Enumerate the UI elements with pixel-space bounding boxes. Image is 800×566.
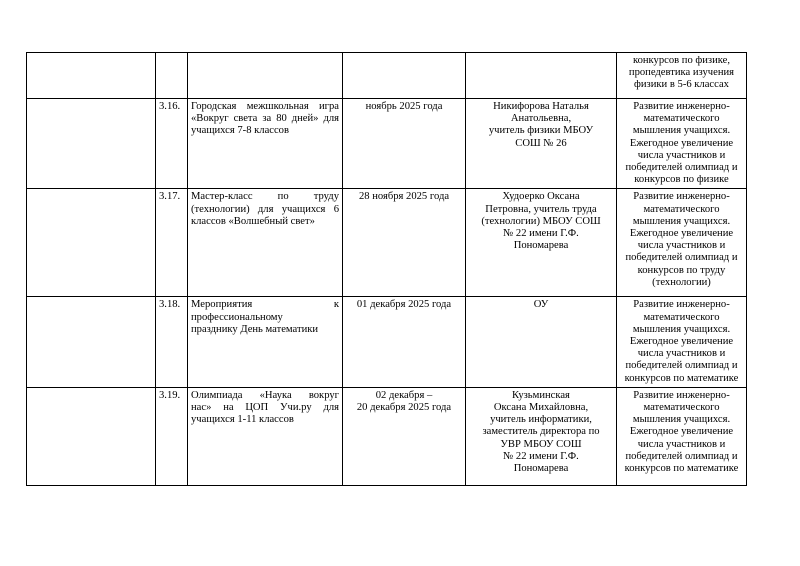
section-cell	[27, 297, 156, 387]
responsible-line: учитель физики МБОУ	[488, 125, 594, 137]
item-number: 3.19.	[156, 387, 188, 485]
event-line: празднику День математики	[191, 323, 319, 335]
responsible-line: № 22 имени Г.Ф.	[503, 450, 579, 462]
responsible-line: Пономарева	[513, 240, 569, 252]
date-line: 01 декабря 2025 года	[356, 299, 452, 311]
item-number: 3.17.	[156, 189, 188, 297]
responsible-line: Никифорова Наталья	[493, 101, 589, 112]
result-line: конкурсов по физике	[634, 174, 729, 186]
expected-result	[617, 189, 747, 297]
responsible-line: учитель информатики,	[490, 414, 592, 426]
result-line: Развитие инженерно-	[633, 389, 730, 401]
result-line: Развитие инженерно-	[633, 299, 730, 311]
result-line: Ежегодное увеличение	[629, 426, 734, 438]
event-line: Мероприятия к	[191, 299, 339, 311]
result-line: победителей олимпиад и	[625, 450, 738, 462]
result-line: мышления учащихся.	[632, 323, 731, 335]
result-line: математического	[643, 402, 720, 414]
responsible-line: (технологии) МБОУ СОШ	[481, 215, 601, 227]
item-number: 3.16.	[156, 99, 188, 189]
item-number	[156, 53, 188, 99]
table-row	[27, 99, 747, 189]
event-line: профессиональному	[191, 311, 283, 323]
responsible-line: Пономарева	[513, 463, 569, 475]
result-line: конкурсов по математике	[624, 372, 739, 384]
responsible-line: заместитель директора по	[482, 426, 600, 438]
event-name	[188, 53, 343, 99]
responsible-line: Кузьминская	[512, 389, 570, 401]
event-line: «Вокруг света за 80 дней» для	[191, 113, 339, 125]
date-line: 02 декабря –	[375, 389, 433, 401]
result-line: конкурсов по математике	[624, 463, 739, 475]
result-line: Развитие инженерно-	[633, 101, 730, 112]
result-line: числа участников и	[637, 438, 726, 450]
responsible-line: Худоерко Оксана	[502, 191, 580, 203]
table-row	[27, 387, 747, 485]
event-name	[188, 189, 343, 297]
responsible-line: СОШ № 26	[515, 137, 567, 149]
result-line: числа участников и	[637, 240, 726, 252]
result-line: мышления учащихся.	[632, 414, 731, 426]
result-line: физики в 5-6 классах	[634, 79, 729, 91]
result-line: (технологии)	[652, 276, 711, 288]
result-line: математического	[643, 311, 720, 323]
responsible-line: ОУ	[533, 299, 549, 311]
responsible-person	[466, 189, 617, 297]
responsible-person	[466, 53, 617, 99]
event-name	[188, 297, 343, 387]
expected-result	[617, 387, 747, 485]
event-name	[188, 99, 343, 189]
table-row	[27, 189, 747, 297]
date-line: 28 ноября 2025 года	[358, 191, 450, 203]
result-line: мышления учащихся.	[632, 125, 731, 137]
result-line: конкурсов по физике,	[632, 55, 731, 66]
result-line: конкурсов по труду	[637, 264, 726, 276]
event-line: Городская межшкольная игра	[191, 101, 339, 112]
result-line: Развитие инженерно-	[633, 191, 730, 203]
events-table	[26, 52, 747, 486]
event-line: Олимпиада «Наука вокруг	[191, 389, 339, 401]
result-line: победителей олимпиад и	[625, 360, 738, 372]
responsible-person	[466, 387, 617, 485]
responsible-line: Петровна, учитель труда	[485, 203, 597, 215]
result-line: победителей олимпиад и	[625, 162, 738, 174]
result-line: мышления учащихся.	[632, 215, 731, 227]
event-date	[343, 53, 466, 99]
event-date	[343, 99, 466, 189]
event-name	[188, 387, 343, 485]
table-row	[27, 53, 747, 99]
event-date	[343, 297, 466, 387]
expected-result	[617, 99, 747, 189]
responsible-line: № 22 имени Г.Ф.	[503, 228, 579, 240]
table-row	[27, 297, 747, 387]
result-line: победителей олимпиад и	[625, 252, 738, 264]
responsible-line: УВР МБОУ СОШ	[500, 438, 582, 450]
item-number: 3.18.	[156, 297, 188, 387]
result-line: Ежегодное увеличение	[629, 336, 734, 348]
section-cell	[27, 99, 156, 189]
result-line: пропедевтика изучения	[628, 67, 735, 79]
event-line: классов «Волшебный свет»	[191, 215, 315, 227]
section-cell	[27, 387, 156, 485]
expected-result	[617, 297, 747, 387]
result-line: Ежегодное увеличение	[629, 137, 734, 149]
event-line: (технологии) для учащихся 6	[191, 203, 339, 215]
date-line: ноябрь 2025 года	[365, 101, 443, 112]
event-line: учащихся 7-8 классов	[191, 125, 289, 137]
result-line: числа участников и	[637, 149, 726, 161]
result-line: числа участников и	[637, 348, 726, 360]
event-line: учащихся 1-11 классов	[191, 414, 294, 426]
event-date	[343, 189, 466, 297]
responsible-line: Оксана Михайловна,	[493, 402, 589, 414]
date-line: 20 декабря 2025 года	[356, 402, 452, 414]
responsible-line: Анатольевна,	[510, 113, 572, 125]
event-date	[343, 387, 466, 485]
event-line: нас» на ЦОП Учи.ру для	[191, 402, 339, 414]
event-line: Мастер-класс по труду	[191, 191, 339, 203]
result-line: Ежегодное увеличение	[629, 228, 734, 240]
section-cell	[27, 53, 156, 99]
responsible-person	[466, 297, 617, 387]
expected-result	[617, 53, 747, 99]
result-line: математического	[643, 113, 720, 125]
section-cell	[27, 189, 156, 297]
result-line: математического	[643, 203, 720, 215]
responsible-person	[466, 99, 617, 189]
